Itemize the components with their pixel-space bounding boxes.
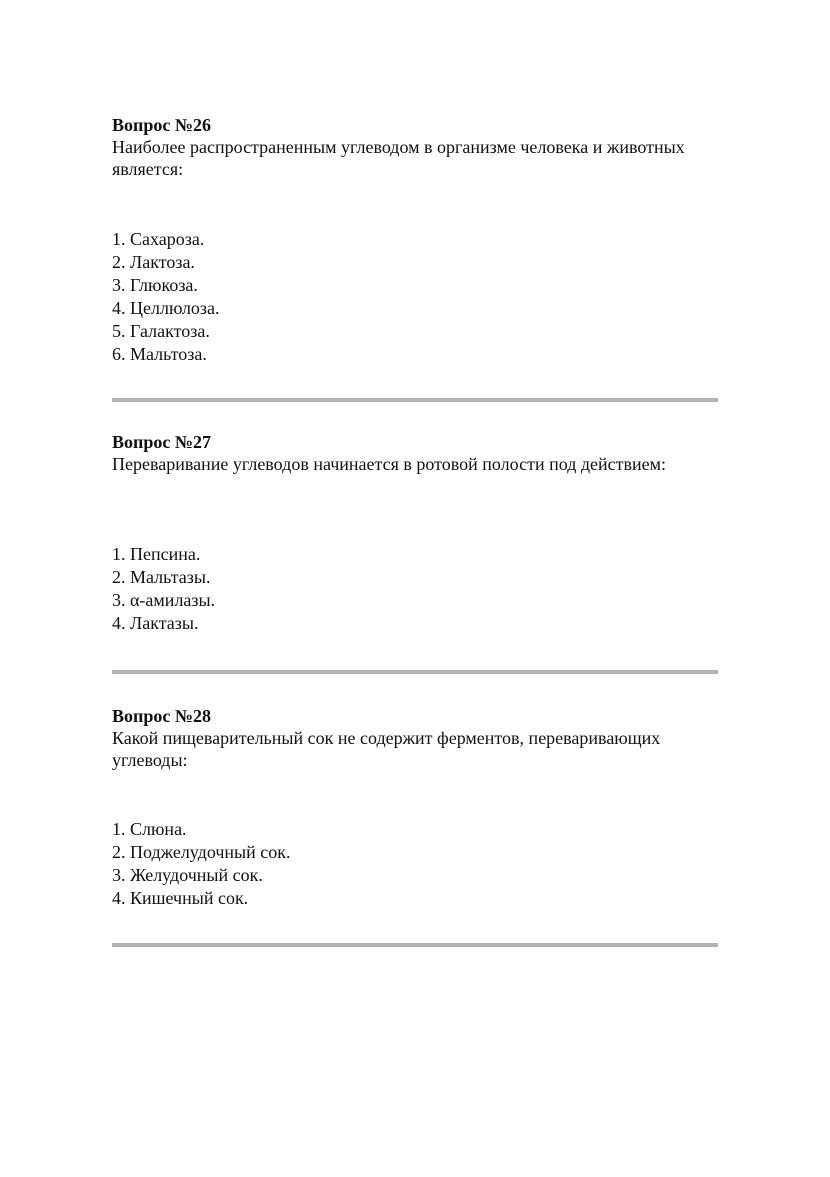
answer-option: 5. Галактоза. xyxy=(112,321,210,341)
answer-list-26 xyxy=(112,228,722,366)
answer-option: 3. Желудочный сок. xyxy=(112,865,263,885)
question-text: Какой пищеварительный сок не содержит ферментов, переваривающих углеводы: xyxy=(112,728,661,770)
question-28 xyxy=(112,705,722,771)
answer-option: 2. Поджелудочный сок. xyxy=(112,842,291,862)
divider xyxy=(112,398,718,402)
answer-option: 3. α-амилазы. xyxy=(112,590,216,610)
answer-option: 4. Целлюлоза. xyxy=(112,298,220,318)
question-title: Вопрос №28 xyxy=(112,706,211,726)
answer-option: 1. Сахароза. xyxy=(112,229,205,249)
answer-option: 6. Мальтоза. xyxy=(112,344,207,364)
question-title: Вопрос №27 xyxy=(112,432,211,452)
answer-list-27 xyxy=(112,543,722,635)
answer-option: 1. Пепсина. xyxy=(112,544,201,564)
answer-option: 1. Слюна. xyxy=(112,819,187,839)
answer-option: 3. Глюкоза. xyxy=(112,275,198,295)
question-27 xyxy=(112,431,722,475)
question-title: Вопрос №26 xyxy=(112,115,211,135)
answer-option: 2. Лактоза. xyxy=(112,252,195,272)
question-text: Наиболее распространенным углеводом в организме человека и животных является: xyxy=(112,137,685,179)
divider xyxy=(112,943,718,947)
question-text: Переваривание углеводов начинается в ротовой полости под действием: xyxy=(112,454,667,474)
answer-list-28 xyxy=(112,818,722,910)
answer-option: 4. Лактазы. xyxy=(112,613,199,633)
divider xyxy=(112,670,718,674)
question-26 xyxy=(112,114,722,180)
answer-option: 2. Мальтазы. xyxy=(112,567,211,587)
answer-option: 4. Кишечный сок. xyxy=(112,888,249,908)
